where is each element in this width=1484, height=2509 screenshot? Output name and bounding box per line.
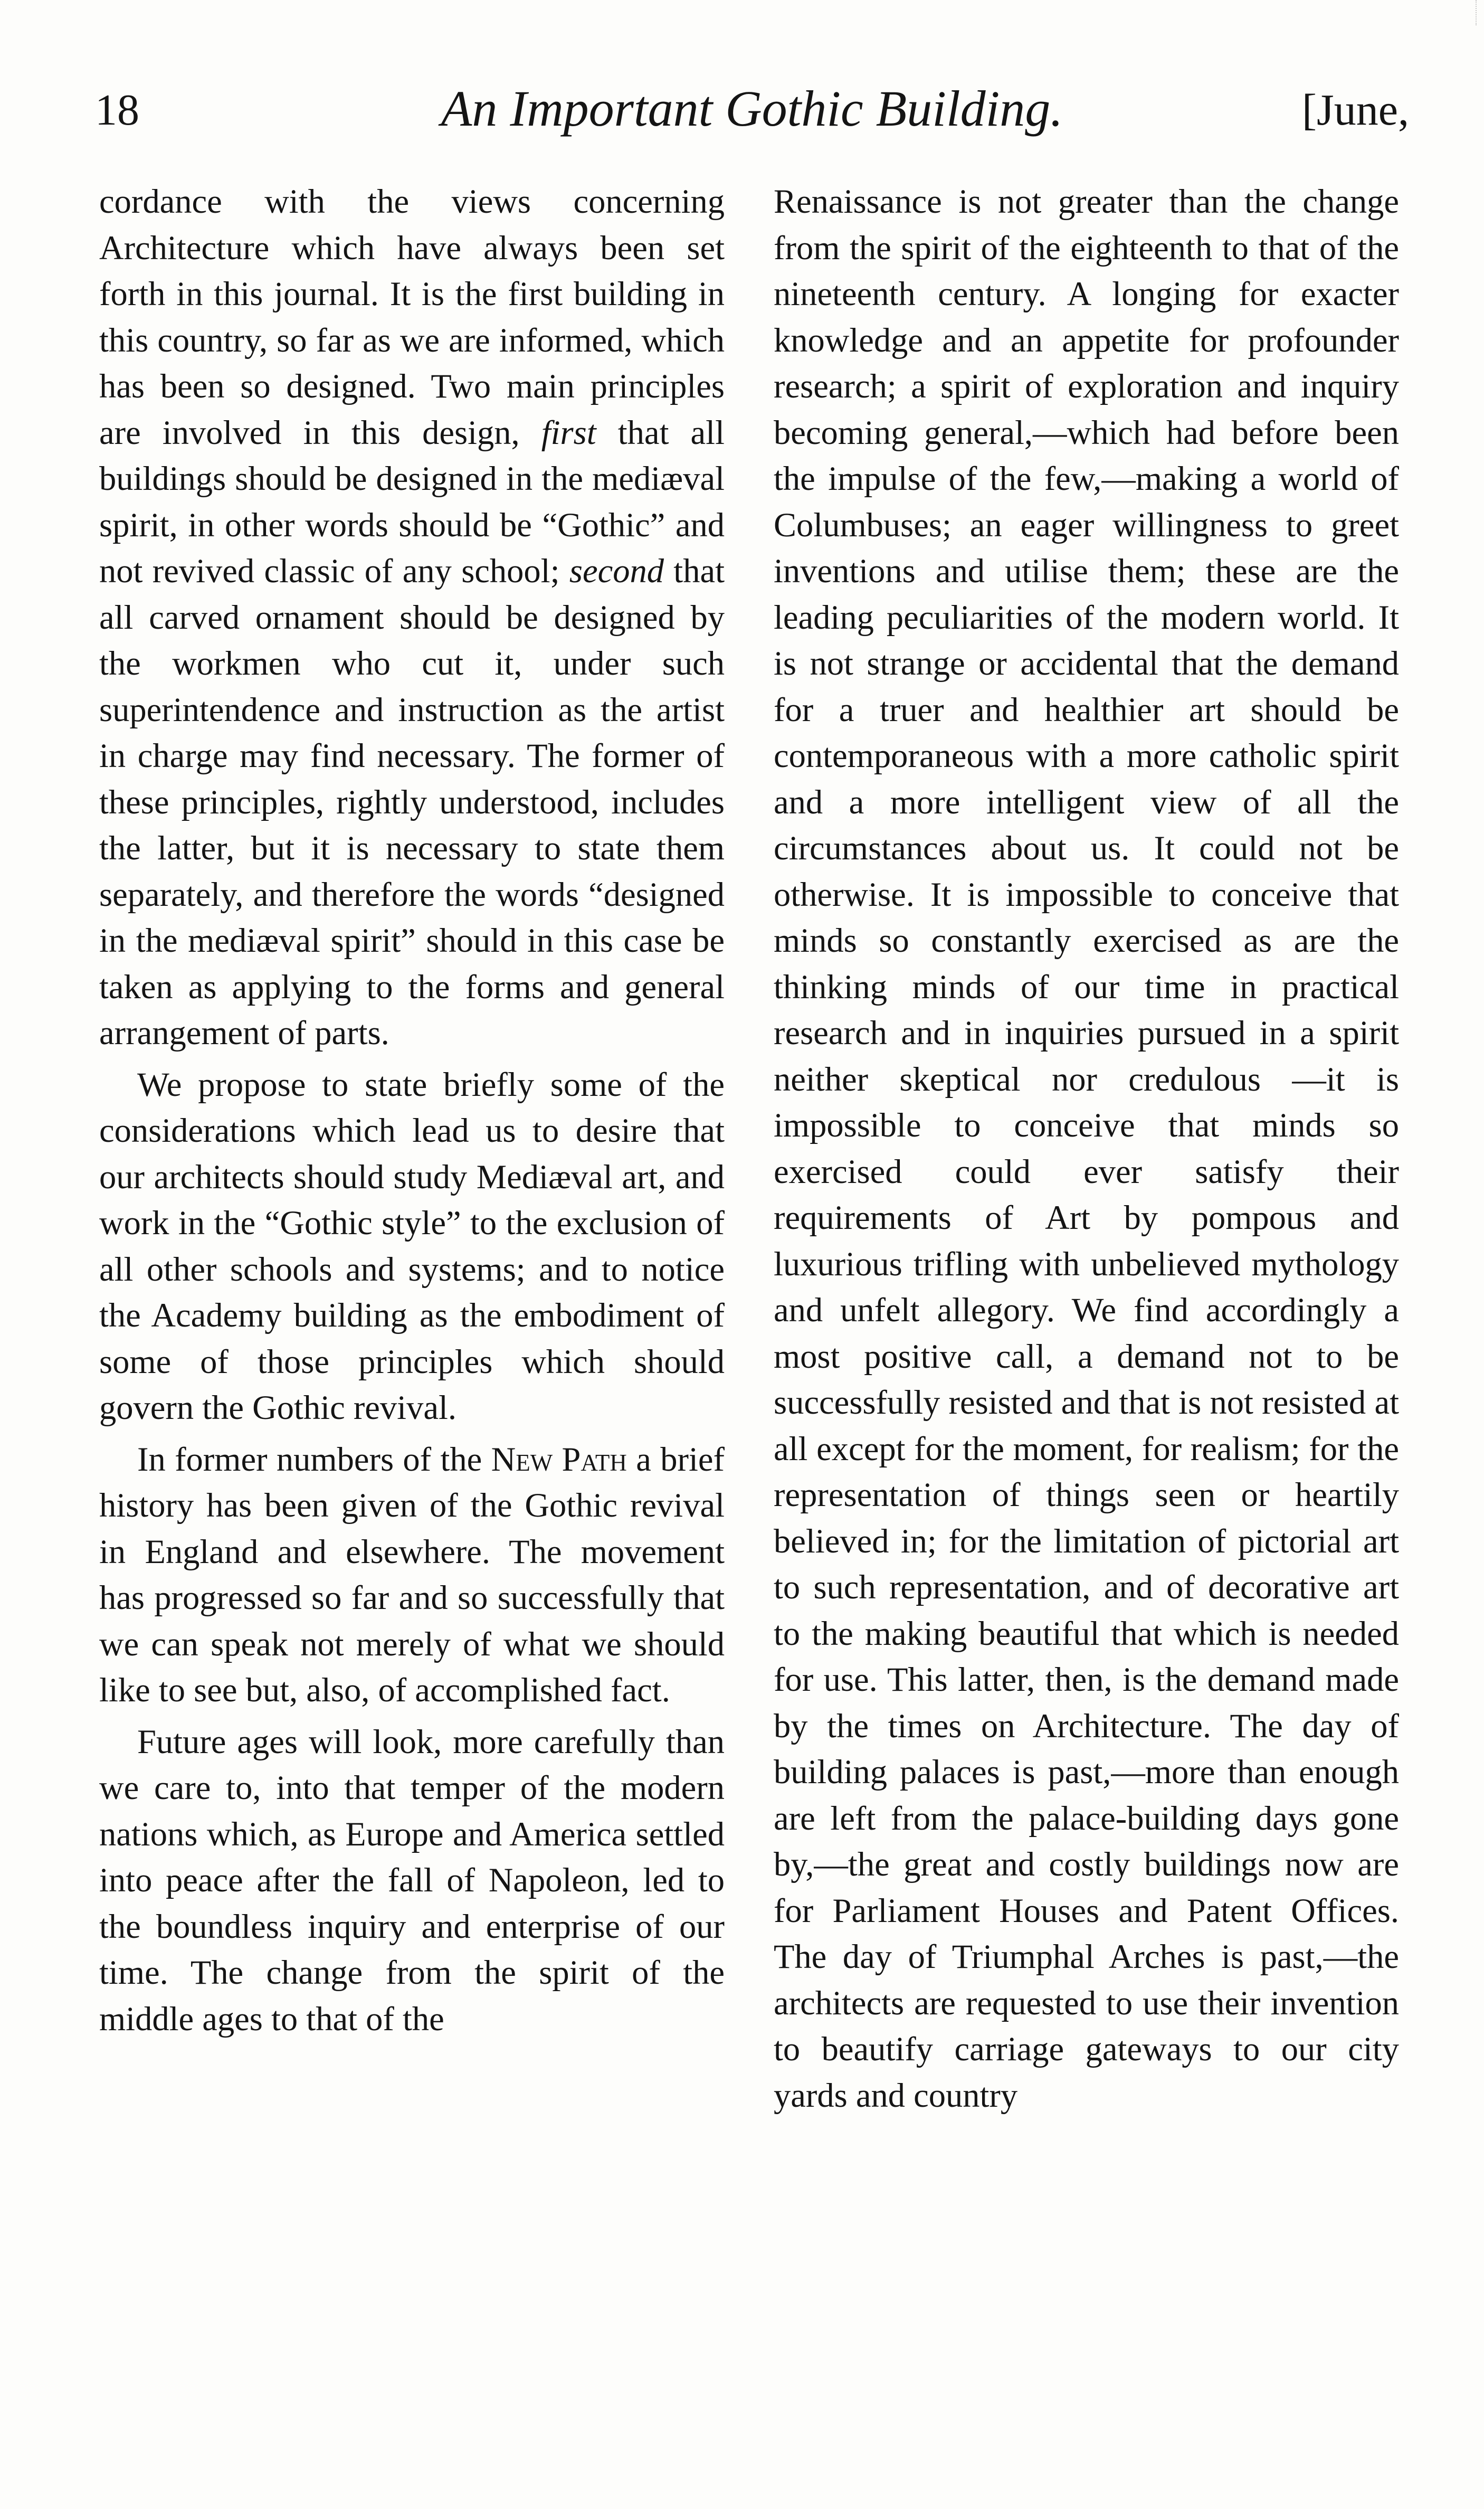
page-number: 18 bbox=[95, 86, 139, 135]
paragraph: Renaissance is not greater than the change from the spirit of the eighteenth to that of the nineteenth century. A longing for exacter knowledge and an appetite for profounder research; a spirit of exploration and inquiry becoming general,—which had before been the impulse of the few,—making a world of Columbuses; an eager willingness to greet inventions and utilise them; these are the leading peculiarities of the modern world. It is not strange or accidental that the demand for a truer and healthier art should be contemporaneous with a more catholic spirit and a more intelligent view of all the circumstances about us. It could not be otherwise. It is impossible to conceive that minds so constantly exercised as are the thinking minds of our time in practical research and in inquiries pursued in a spirit neither skeptical nor credulous —it is impossible to conceive that minds so exercised could ever satisfy their requirements of Art by pompous and luxurious trifling with unbelieved mythology and unfelt allegory. We find accordingly a most positive call, a demand not to be successfully resisted and that is not resisted at all except for the moment, for realism; for the representation of things seen or heartily believed in; for the limitation of pictorial art to such representation, and of decorative art to the making beautiful that which is needed for use. This latter, then, is the demand made by the times on Architecture. The day of building palaces is past,—more than enough are left from the palace-building days gone by,—the great and costly buildings now are for Parliament Houses and Patent Offices. The day of Triumphal Arches is past,—the architects are requested to use their invention to beautify carriage gateways to our city yards and country bbox=[774, 183, 1399, 2114]
right-column bbox=[774, 178, 1399, 2118]
paragraph-text: a brief history has been given of the Gothic revival in England and elsewhere. The movement has progressed so far and so successfully that we can speak not merely of what we should like to see but, also, of accomplished fact. bbox=[99, 1440, 725, 1709]
emphasis-first: first bbox=[541, 413, 596, 451]
running-date: [June, bbox=[1302, 86, 1409, 135]
paragraph: We propose to state briefly some of the considerations which lead us to desire that our architects should study Mediæval art, and work in the “Gothic style” to the exclusion of all other schools and systems; and to notice the Academy building as the embodiment of some of those principles which should govern the Gothic revival. bbox=[99, 1065, 725, 1426]
paragraph: Future ages will look, more carefully than we care to, into that temper of the modern nations which, as Europe and America settled into peace after the fall of Napoleon, led to the boundless inquiry and enterprise of our time. The change from the spirit of the middle ages to that of the bbox=[99, 1722, 725, 2038]
emphasis-second: second bbox=[569, 552, 664, 590]
running-title: An Important Gothic Building. bbox=[441, 80, 1063, 137]
paragraph bbox=[99, 1436, 725, 1713]
paragraph-text: In former numbers of the bbox=[137, 1440, 482, 1478]
paragraph bbox=[99, 178, 725, 1056]
paragraph-text: cordance with the views concerning Architecture which have always been set forth in this journal. It is the first building in this country, so far as we are informed, which has been so designed. Two main principles are involved in this design, bbox=[99, 183, 725, 451]
running-head bbox=[95, 79, 1409, 153]
page-edge-mark bbox=[1476, 0, 1484, 25]
journal-name: New Path bbox=[491, 1440, 627, 1478]
paragraph-text: that all buildings should be designed in the mediæval spirit, in other words should be “Gothic” and not revived classic of any school; bbox=[99, 413, 725, 590]
paragraph-text: that all carved ornament should be designed by the workmen who cut it, under such superintendence and instruction as the artist in charge may find necessary. The former of these principles, rightly understood, includes the latter, but it is necessary to state them separately, and therefore the words “designed in the mediæval spirit” should in this case be taken as applying to the forms and general arrangement of parts. bbox=[99, 552, 725, 1052]
left-column bbox=[99, 178, 725, 2042]
